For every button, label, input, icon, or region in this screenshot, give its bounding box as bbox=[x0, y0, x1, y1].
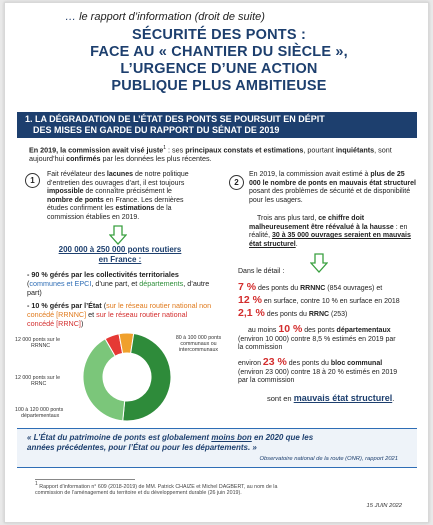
stat-com-d: (environ 23 000) contre 18 à 20 % estimés en 2019 bbox=[238, 368, 398, 376]
col1-head-1: 200 000 à 250 000 ponts routiers bbox=[58, 245, 182, 254]
label-rrnc-1: 12 000 ponts sur le bbox=[15, 375, 61, 381]
bullet1-d: , d’une part, et bbox=[91, 278, 140, 288]
bullet2-f: ) bbox=[80, 318, 84, 328]
bullet2-c: sur le réseau routier national non concédé [RRNNC] bbox=[27, 301, 212, 320]
intro-d: , pourtant bbox=[303, 145, 336, 155]
page-title bbox=[29, 27, 409, 95]
title-line-3: L’URGENCE D’UNE ACTION bbox=[120, 61, 318, 77]
stat-rrnnc-a: des ponts du bbox=[256, 285, 301, 292]
label-com-3: intercommunaux bbox=[178, 347, 219, 354]
intro-paragraph bbox=[29, 144, 409, 163]
stat-rrnnc-value: 7 % bbox=[238, 281, 257, 293]
intro-a: En 2019, la commission avait visé juste bbox=[29, 145, 164, 155]
quote-b: moins bon bbox=[211, 433, 252, 442]
intro-g: confirmés bbox=[66, 154, 101, 164]
stat-dep-d: (environ 10 000) contre 8,5 % estimés en 2019 par bbox=[238, 335, 396, 343]
bullet-collectivites bbox=[27, 271, 212, 297]
stat-rrnnc bbox=[238, 283, 423, 294]
kicker bbox=[65, 11, 265, 23]
stat-rrnnc-c: (854 ouvrages) et bbox=[325, 285, 383, 292]
col2-p2d: 30 à 35 000 ouvrages seraient en mauvais état structurel bbox=[249, 232, 411, 248]
intro-c: principaux constats et estimations bbox=[185, 145, 304, 155]
bullet2-b: ( bbox=[101, 301, 107, 311]
stat-rrnc-b: RRNC bbox=[308, 311, 330, 318]
footnote-text-2: commission de l’aménagement du territoire et du développement durable (26 juin 2019). bbox=[35, 490, 242, 497]
label-rrnc bbox=[15, 375, 65, 387]
bullet1-a: - 90 % gérés par les collectivités territoriales bbox=[27, 270, 179, 279]
label-com-1: 80 à 100 000 ponts bbox=[175, 335, 222, 341]
label-communaux bbox=[171, 335, 226, 354]
conclusion-b: mauvais état structurel bbox=[293, 393, 393, 403]
col1-l4b: en France. Les dernières bbox=[103, 196, 184, 204]
col1-l6: commission établies en 2019. bbox=[47, 213, 140, 221]
col1-paragraph bbox=[47, 171, 219, 223]
col2-paragraph-1 bbox=[249, 171, 417, 205]
bullet1-c: communes et EPCI bbox=[29, 278, 92, 288]
col1-l4a: nombre de ponts bbox=[47, 196, 104, 204]
col1-l1b: lacunes bbox=[106, 171, 133, 178]
intro-b: : ses bbox=[166, 145, 186, 155]
stat-dep-c: départementaux bbox=[336, 327, 391, 334]
col1-l1c: de notre politique bbox=[133, 171, 189, 178]
col1-l1: Fait révélateur des bbox=[47, 171, 107, 178]
stat-surface-value: 12 % bbox=[238, 294, 262, 306]
label-dep-2: départementaux bbox=[21, 413, 60, 420]
quote-c: en 2020 que les bbox=[251, 433, 314, 442]
label-departementaux bbox=[15, 407, 75, 419]
bullet2-a: - 10 % gérés par l’État bbox=[27, 301, 102, 311]
intro-e: inquiétants bbox=[335, 145, 375, 155]
label-rrnnc-1: 12 000 ponts sur le bbox=[15, 337, 61, 343]
conclusion-c: . bbox=[392, 394, 395, 403]
label-rrnc-2: RRNC bbox=[31, 381, 47, 388]
footnote bbox=[35, 481, 395, 497]
col2-p1a: En 2019, la commission avait estimé à bbox=[249, 171, 371, 178]
document-page bbox=[4, 2, 429, 523]
label-rrnnc-2: RRNNC bbox=[31, 343, 51, 350]
section-heading-line-2: DES MISES EN GARDE DU RAPPORT DU SÉNAT DE 2019 bbox=[33, 125, 280, 135]
label-dep-1: 100 à 120 000 ponts bbox=[15, 407, 64, 413]
stat-rrnnc-b: RRNNC bbox=[300, 285, 326, 292]
stat-surface-a: en surface, contre 10 % en surface en 2018 bbox=[261, 298, 400, 305]
stat-com-a: environ bbox=[238, 360, 263, 367]
col1-l3a: impossible bbox=[47, 188, 84, 196]
kicker-text: le rapport d’information (droit de suite) bbox=[79, 11, 265, 23]
col1-l5a: études confirment les bbox=[47, 205, 116, 213]
stat-bloc-communal bbox=[238, 358, 423, 386]
stat-rrnc-a: des ponts du bbox=[264, 311, 309, 318]
col1-headline bbox=[25, 245, 215, 265]
number-badge-1: 1 bbox=[25, 173, 40, 188]
bullet2-d: et bbox=[86, 310, 97, 320]
title-line-1: SÉCURITÉ DES PONTS : bbox=[132, 27, 306, 43]
stat-com-value: 23 % bbox=[262, 356, 287, 368]
quote-a: « L’État du patrimoine de ponts est globalement bbox=[27, 433, 212, 442]
col1-l5c: de la bbox=[154, 205, 172, 213]
stat-dep-a: au moins bbox=[248, 327, 279, 334]
label-com-2: communaux ou bbox=[180, 341, 217, 348]
stat-com-e: par la commission bbox=[238, 377, 295, 385]
quote-source: Observatoire national de la route (ONR), rapport 2021 bbox=[259, 456, 398, 462]
col2-p2b: ce chiffre doit malheureusement être réévalué à la hausse bbox=[249, 215, 394, 231]
bullet1-b: ( bbox=[27, 278, 30, 288]
section-heading-line-1: 1. LA DÉGRADATION DE L’ÉTAT DES PONTS SE POURSUIT EN DÉPIT bbox=[25, 114, 325, 124]
intro-h: par les données les plus récentes. bbox=[100, 154, 212, 164]
down-arrow-icon-1 bbox=[109, 225, 127, 245]
donut-chart-area bbox=[15, 325, 222, 430]
date: 15 JUIN 2022 bbox=[366, 503, 402, 509]
label-rrnnc bbox=[15, 337, 65, 349]
number-badge-2: 2 bbox=[229, 175, 244, 190]
bullet1-f: , d’autre part) bbox=[27, 278, 210, 297]
bullet2-e: sur le réseau routier national concédé [RRNC] bbox=[27, 310, 188, 328]
conclusion-a: sont en bbox=[267, 394, 294, 403]
footnote-number: 1 bbox=[35, 481, 38, 487]
bullet1-e: départements bbox=[139, 278, 184, 288]
col2-p1b: plus de 25 000 bbox=[249, 171, 405, 187]
stat-com-b: des ponts du bbox=[286, 360, 331, 367]
section-heading bbox=[17, 112, 417, 138]
stat-surface bbox=[238, 296, 423, 307]
footnote-text-1: Rapport d’information n° 609 (2018-2019) de MM. Patrick CHAIZE et Michel DAGBERT, au nom de la bbox=[37, 483, 278, 490]
stat-dep-e: la commission bbox=[238, 344, 283, 352]
col1-l3b: de connaître précisément le bbox=[83, 188, 172, 196]
stat-com-c: bloc communal bbox=[330, 360, 383, 367]
stat-rrnc bbox=[238, 309, 423, 320]
title-line-2: FACE AU « CHANTIER DU SIÈCLE », bbox=[90, 44, 348, 60]
col2-paragraph-2 bbox=[249, 215, 417, 249]
stat-rrnc-c: (253) bbox=[329, 311, 348, 318]
stat-dep-b: des ponts bbox=[302, 327, 337, 334]
quote-d: années précédentes, pour l’État ou pour les départements. » bbox=[27, 443, 257, 453]
footnote-divider bbox=[35, 479, 135, 480]
title-line-4: PUBLIQUE PLUS AMBITIEUSE bbox=[111, 78, 327, 94]
stat-departementaux bbox=[238, 325, 423, 353]
kicker-dots: … bbox=[65, 11, 76, 23]
quote-text bbox=[27, 433, 407, 453]
stat-rrnc-value: 2,1 % bbox=[238, 307, 265, 319]
col1-l2: d’entretien des ouvrages d’art, il est toujours bbox=[47, 179, 185, 187]
col2-p2c: : en réalité, bbox=[249, 223, 408, 240]
down-arrow-icon-2 bbox=[310, 253, 328, 273]
col1-l5b: estimations bbox=[115, 205, 155, 213]
col2-p1e: posant des problèmes de sécurité et de disponibilité pour les usagers. bbox=[249, 188, 411, 204]
conclusion-line bbox=[267, 393, 394, 403]
stat-dep-value: 10 % bbox=[278, 323, 303, 335]
col2-p2e: . bbox=[295, 240, 298, 248]
detail-label: Dans le détail : bbox=[238, 268, 285, 275]
intro-footnote-ref: 1 bbox=[163, 145, 167, 151]
col2-p2a: Trois ans plus tard, bbox=[257, 215, 319, 222]
col2-p1d: le nombre de ponts en mauvais état structurel bbox=[262, 179, 416, 187]
intro-f: , sont aujourd’hui bbox=[29, 145, 392, 164]
col1-head-2: en France : bbox=[98, 255, 142, 264]
